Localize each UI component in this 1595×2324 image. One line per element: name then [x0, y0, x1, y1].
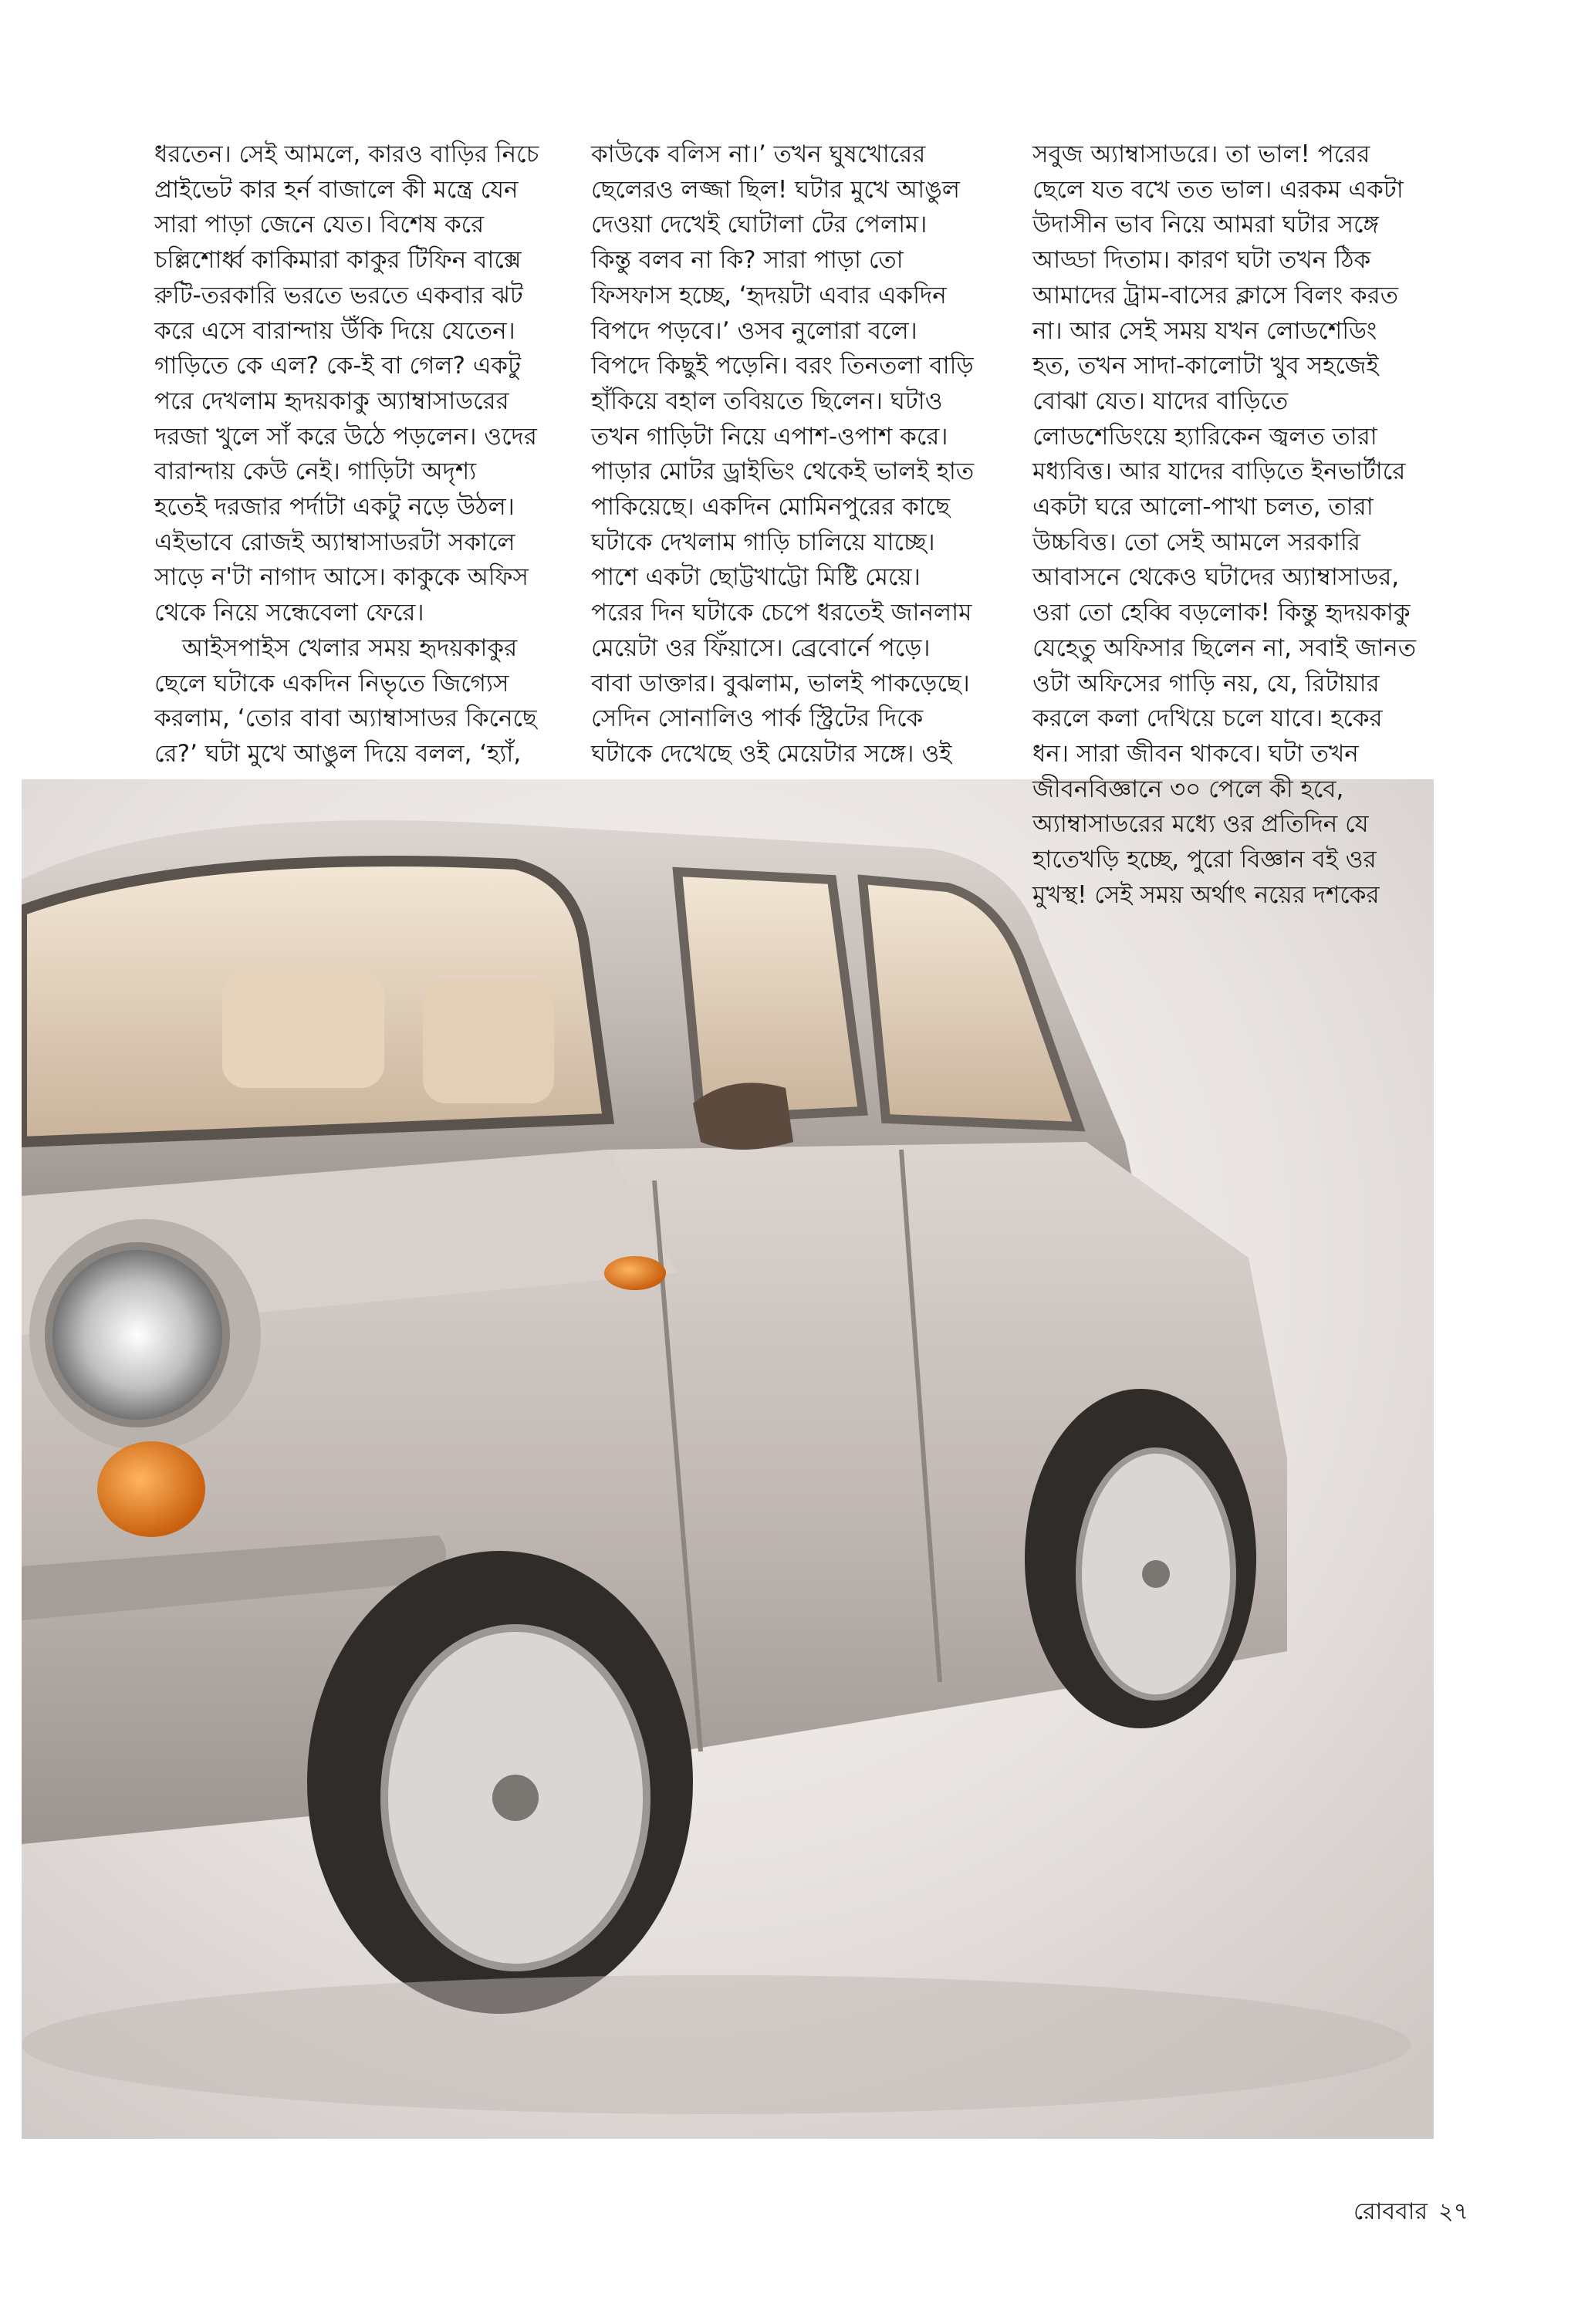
text-line: হতেই দরজার পর্দাটা একটু নড়ে উঠল।	[154, 493, 515, 522]
text-line: পরে দেখলাম হৃদয়কাকু অ্যাম্বাসাডরের	[154, 387, 509, 415]
text-line: সাড়ে ন'টা নাগাদ আসে। কাকুকে অফিস	[154, 563, 529, 592]
text-line: দেওয়া দেখেই ঘোটালা টের পেলাম।	[591, 211, 928, 239]
text-line: উচ্চবিত্ত। তো সেই আমলে সরকারি	[1032, 528, 1360, 556]
text-column-1	[154, 137, 556, 772]
text-line: ছেলে ঘটাকে একদিন নিভৃতে জিগ্যেস	[154, 669, 509, 698]
text-line: পাড়ার মোটর ড্রাইভিং থেকেই ভালই হাত	[591, 458, 975, 486]
text-line: বারান্দায় কেউ নেই। গাড়িটা অদৃশ্য	[154, 458, 477, 486]
text-line: বাবা ডাক্তার। বুঝলাম, ভালই পাকড়েছে।	[591, 669, 970, 698]
text-line: বিপদে কিছুই পড়েনি। বরং তিনতলা বাড়ি	[591, 352, 974, 380]
page-number: ২৭	[1438, 2198, 1468, 2225]
page-footer	[1343, 2193, 1468, 2232]
text-line: করলে কলা দেখিয়ে চলে যাবে। হকের	[1032, 704, 1383, 733]
text-line: প্রাইভেট কার হর্ন বাজালে কী মন্ত্রে যেন	[154, 175, 519, 204]
text-line: হাঁকিয়ে বহাল তবিয়তে ছিলেন। ঘটাও	[591, 387, 943, 415]
car-illustration	[22, 779, 1434, 2139]
text-line: পাশে একটা ছোট্টখাট্টো মিষ্টি মেয়ে।	[591, 563, 921, 592]
text-line: রুটি-তরকারি ভরতে ভরতে একবার ঝট	[154, 281, 523, 309]
text-line: না। আর সেই সময় যখন লোডশেডিং	[1032, 316, 1377, 345]
text-line: ছেলে যত বখে তত ভাল। এরকম একটা	[1032, 175, 1404, 204]
text-line: সবুজ অ্যাম্বাসাডরে। তা ভাল! পরের	[1032, 140, 1370, 168]
text-line: ফিসফাস হচ্ছে, ‘হৃদয়টা এবার একদিন	[591, 281, 947, 309]
text-line: করলাম, ‘তোর বাবা অ্যাম্বাসাডর কিনেছে	[154, 704, 537, 733]
text-line: সেদিন সোনালিও পার্ক স্ট্রিটের দিকে	[591, 704, 924, 733]
text-line: করে এসে বারান্দায় উঁকি দিয়ে যেতেন।	[154, 316, 515, 345]
text-line: কিন্তু বলব না কি? সারা পাড়া তো	[591, 246, 904, 275]
text-line: জীবনবিজ্ঞানে ৩০ পেলে কী হবে,	[1032, 775, 1344, 803]
text-line: ছেলেরও লজ্জা ছিল! ঘটার মুখে আঙুল	[591, 175, 960, 204]
text-line: মধ্যবিত্ত। আর যাদের বাড়িতে ইনভার্টারে	[1032, 458, 1406, 486]
text-line: দরজা খুলে সাঁ করে উঠে পড়লেন। ওদের	[154, 422, 537, 451]
text-line: অ্যাম্বাসাডরের মধ্যে ওর প্রতিদিন যে	[1032, 810, 1369, 839]
text-line: ঘটাকে দেখলাম গাড়ি চালিয়ে যাচ্ছে।	[591, 528, 935, 556]
text-line: চল্লিশোর্ধ্ব কাকিমারা কাকুর টিফিন বাক্সে	[154, 246, 522, 275]
text-line: ঘটাকে দেখেছে ওই মেয়েটার সঙ্গে। ওই	[591, 739, 952, 768]
text-line: গাড়িতে কে এল? কে-ই বা গেল? একটু	[154, 352, 521, 380]
text-line: হত, তখন সাদা-কালোটা খুব সহজেই	[1032, 352, 1379, 380]
text-line: থেকে নিয়ে সন্ধেবেলা ফেরে।	[154, 599, 424, 627]
text-line: একটা ঘরে আলো-পাখা চলত, তারা	[1032, 493, 1374, 522]
text-line: যেহেতু অফিসার ছিলেন না, সবাই জানত	[1032, 633, 1416, 662]
text-line: পাকিয়েছে। একদিন মোমিনপুরের কাছে	[591, 493, 951, 522]
text-line: কাউকে বলিস না।’ তখন ঘুষখোরের	[591, 140, 926, 168]
text-line: উদাসীন ভাব নিয়ে আমরা ঘটার সঙ্গে	[1032, 211, 1379, 239]
text-line: পরের দিন ঘটাকে চেপে ধরতেই জানলাম	[591, 599, 972, 627]
text-line: এইভাবে রোজই অ্যাম্বাসাডরটা সকালে	[154, 528, 515, 556]
text-line: তখন গাড়িটা নিয়ে এপাশ-ওপাশ করে।	[591, 422, 948, 451]
text-line: ওরা তো হেব্বি বড়লোক! কিন্তু হৃদয়কাকু	[1032, 599, 1411, 627]
text-line: আমাদের ট্রাম-বাসের ক্লাসে বিলং করত	[1032, 281, 1398, 309]
text-line: লোডশেডিংয়ে হ্যারিকেন জ্বলত তারা	[1032, 422, 1377, 451]
paragraph-start-line: আইসপাইস খেলার সময় হৃদয়কাকুর	[182, 633, 518, 662]
text-line: রে?’ ঘটা মুখে আঙুল দিয়ে বলল, ‘হ্যাঁ,	[154, 739, 522, 768]
magazine-name: রোববার	[1353, 2198, 1428, 2225]
text-line: বোঝা যেত। যাদের বাড়িতে	[1032, 387, 1289, 415]
text-line: ধন। সারা জীবন থাকবে। ঘটা তখন	[1032, 739, 1359, 768]
text-line: বিপদে পড়বে।’ ওসব নুলোরা বলে।	[591, 316, 917, 345]
text-line: ওটা অফিসের গাড়ি নয়, যে, রিটায়ার	[1032, 669, 1380, 698]
text-line: মেয়েটা ওর ফিঁয়াসে। ব্রেবোর্নে পড়ে।	[591, 633, 931, 662]
text-line: আবাসনে থেকেও ঘটাদের অ্যাম্বাসাডর,	[1032, 563, 1400, 592]
text-column-2	[591, 137, 992, 772]
text-column-3	[1032, 137, 1434, 913]
text-line: ধরতেন। সেই আমলে, কারও বাড়ির নিচে	[154, 140, 539, 168]
text-line: আড্ডা দিতাম। কারণ ঘটা তখন ঠিক	[1032, 246, 1371, 275]
text-line: মুখস্থ! সেই সময় অর্থাৎ নয়ের দশকের	[1032, 880, 1380, 909]
car-photo	[22, 779, 1434, 2139]
text-line: হাতেখড়ি হচ্ছে, পুরো বিজ্ঞান বই ওর	[1032, 846, 1377, 874]
text-line: সারা পাড়া জেনে যেত। বিশেষ করে	[154, 211, 485, 239]
